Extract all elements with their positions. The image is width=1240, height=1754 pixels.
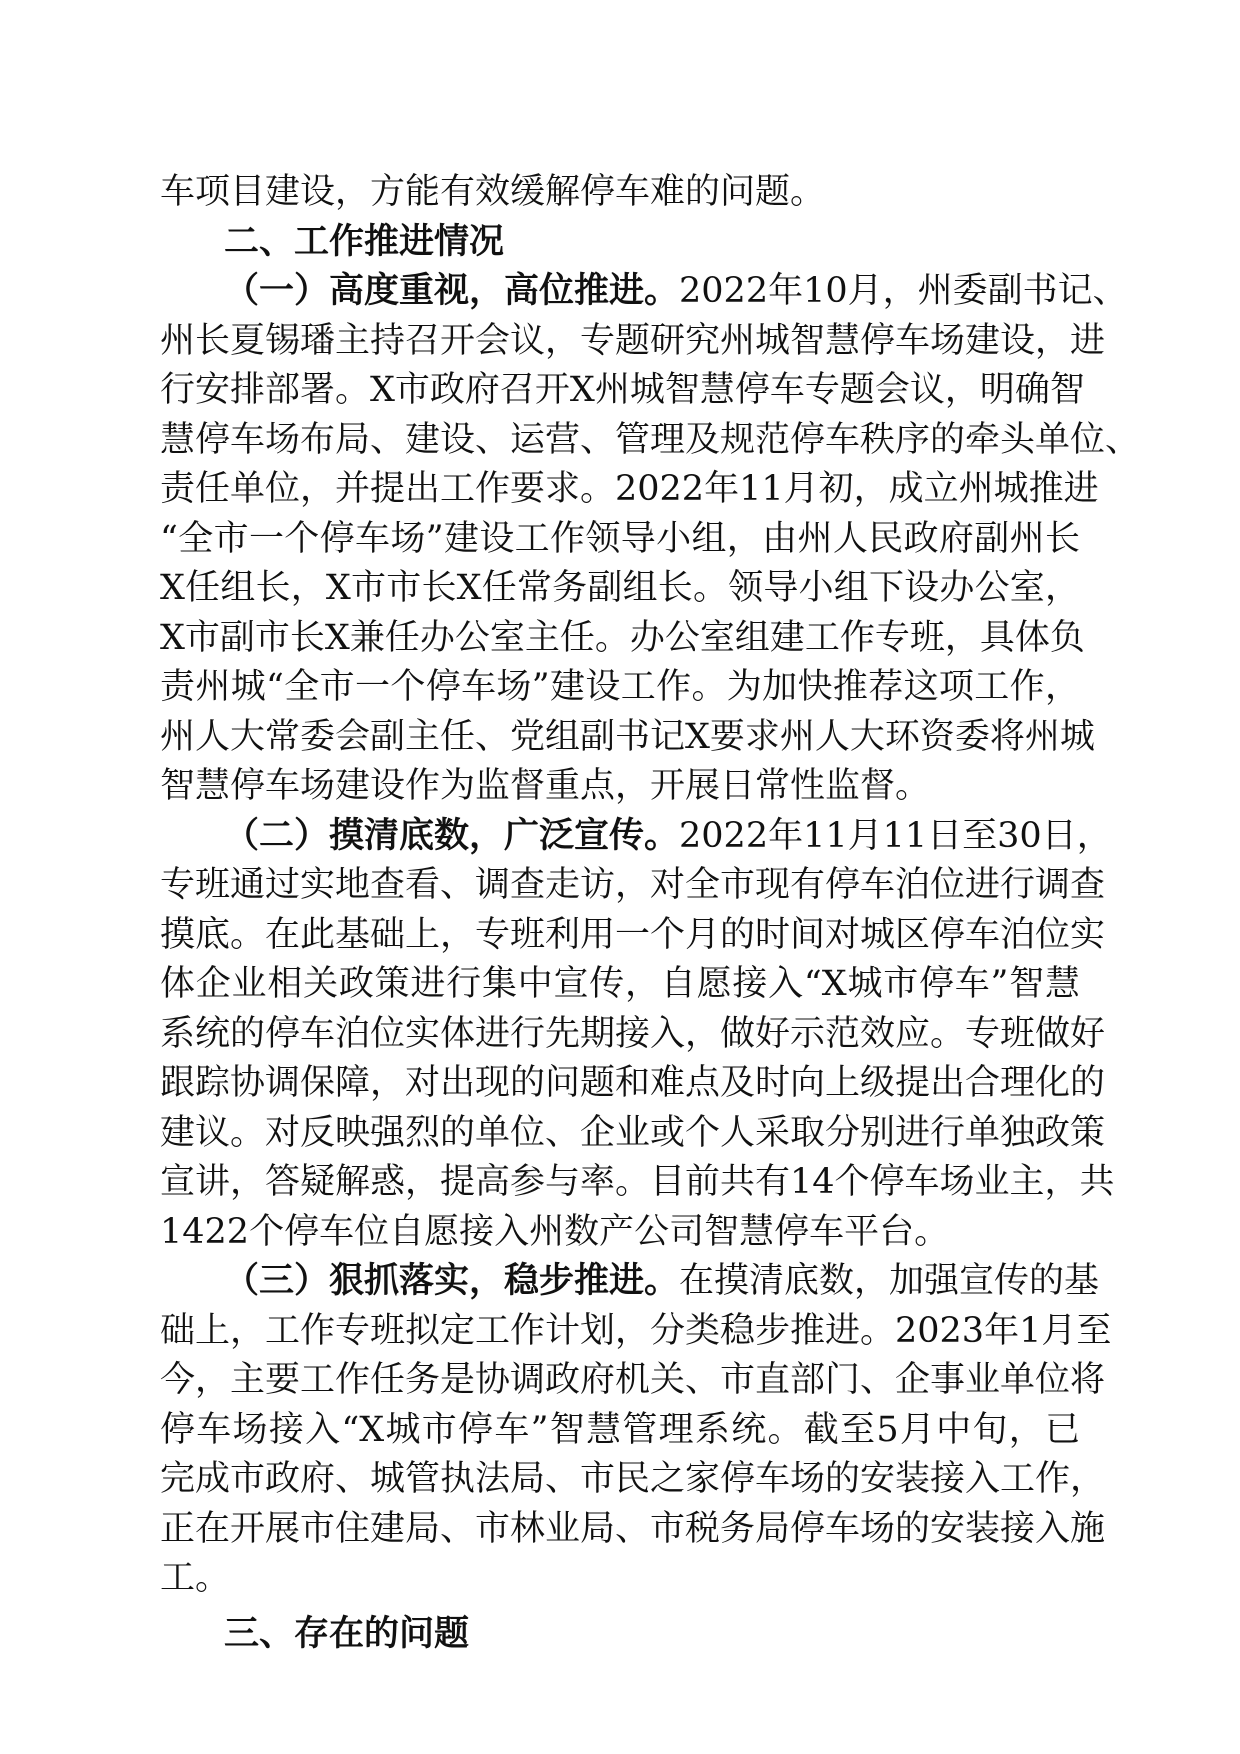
section-heading-2: 二、工作推进情况 — [224, 221, 505, 262]
paragraph-3-line-1 — [160, 1257, 1100, 1307]
paragraph-1-line: X市副市长X兼任办公室主任。办公室组建工作专班，具体负 — [160, 617, 1085, 658]
paragraph-1-line: 行安排部署。X市政府召开X州城智慧停车专题会议，明确智 — [160, 370, 1085, 410]
paragraph-3-lead: （三）狠抓落实，稳步推进。 — [224, 1261, 680, 1301]
paragraph-3-line: 今，主要工作任务是协调政府机关、市直部门、企事业单位将 — [160, 1360, 1106, 1400]
document-page — [160, 168, 1141, 1659]
paragraph-1-line: 智慧停车场建设作为监督重点，开展日常性监督。 — [160, 766, 931, 806]
paragraph-1-line: X任组长，X市市长X任常务副组长。领导小组下设办公室， — [160, 568, 1080, 608]
paragraph-2-line: 系统的停车泊位实体进行先期接入，做好示范效应。专班做好 — [160, 1013, 1106, 1054]
paragraph-1-line: 慧停车场布局、建设、运营、管理及规范停车秩序的牵头单位、 — [160, 419, 1141, 460]
paragraph-2-line: 跟踪协调保障，对出现的问题和难点及时向上级提出合理化的 — [160, 1063, 1106, 1103]
paragraph-3-line: 础上，工作专班拟定工作计划，分类稳步推进。2023年1月至 — [160, 1310, 1112, 1351]
paragraph-1-line-1 — [160, 267, 1128, 317]
paragraph-2-line-1 — [160, 812, 1112, 862]
paragraph-1-line: 州人大常委会副主任、党组副书记X要求州人大环资委将州城 — [160, 716, 1095, 757]
paragraph-3-line: 工。 — [160, 1558, 231, 1598]
paragraph-3-line-1-text: 在摸清底数，加强宣传的基 — [679, 1261, 1100, 1301]
section-heading-3: 三、存在的问题 — [224, 1613, 470, 1654]
continuation-line: 车项目建设，方能有效缓解停车难的问题。 — [160, 172, 826, 212]
paragraph-1-line: 责州城“全市一个停车场”建设工作。为加快推荐这项工作， — [160, 667, 1080, 707]
paragraph-3-line: 正在开展市住建局、市林业局、市税务局停车场的安装接入施 — [160, 1508, 1106, 1549]
paragraph-1-line: 州长夏锡璠主持召开会议，专题研究州城智慧停车场建设，进 — [160, 320, 1106, 361]
paragraph-2-line: 宣讲，答疑解惑，提高参与率。目前共有14个停车场业主，共 — [160, 1162, 1115, 1202]
paragraph-2-line: 建议。对反映强烈的单位、企业或个人采取分别进行单独政策 — [160, 1112, 1106, 1153]
paragraph-1-line-1-text: 2022年10月，州委副书记、 — [679, 271, 1128, 311]
paragraph-1-line: 责任单位，并提出工作要求。2022年11月初，成立州城推进 — [160, 469, 1099, 509]
paragraph-2-line: 专班通过实地查看、调查走访，对全市现有停车泊位进行调查 — [160, 865, 1106, 905]
paragraph-1-line: “全市一个停车场”建设工作领导小组，由州人民政府副州长 — [160, 518, 1080, 559]
paragraph-3-line: 完成市政府、城管执法局、市民之家停车场的安装接入工作， — [160, 1459, 1106, 1499]
paragraph-2-line: 摸底。在此基础上，专班利用一个月的时间对城区停车泊位实 — [160, 914, 1106, 955]
paragraph-2-line: 1422个停车位自愿接入州数产公司智慧停车平台。 — [160, 1211, 950, 1252]
paragraph-3-line: 停车场接入“X城市停车”智慧管理系统。截至5月中旬，已 — [160, 1409, 1080, 1450]
paragraph-2-line: 体企业相关政策进行集中宣传，自愿接入“X城市停车”智慧 — [160, 964, 1080, 1004]
paragraph-2-lead: （二）摸清底数，广泛宣传。 — [224, 815, 680, 856]
paragraph-1-lead: （一）高度重视，高位推进。 — [224, 271, 680, 311]
paragraph-2-line-1-text: 2022年11月11日至30日， — [679, 815, 1112, 856]
